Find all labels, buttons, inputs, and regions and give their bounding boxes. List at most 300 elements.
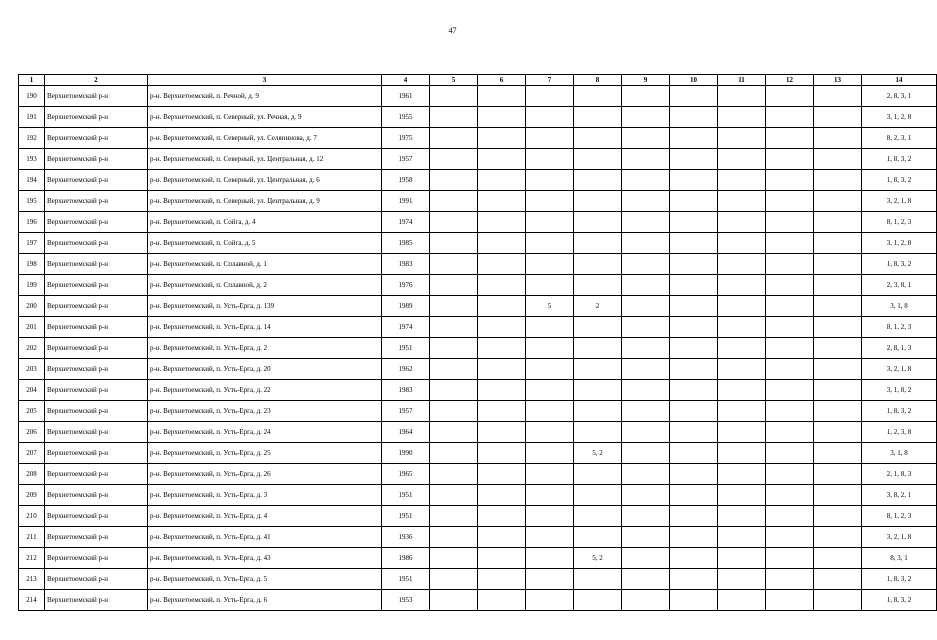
col12-cell bbox=[766, 338, 814, 359]
col6-cell bbox=[478, 338, 526, 359]
col10-cell bbox=[670, 548, 718, 569]
table-body bbox=[19, 86, 937, 611]
col8-cell bbox=[574, 380, 622, 401]
table-row bbox=[19, 317, 937, 338]
col12-cell bbox=[766, 317, 814, 338]
table-row bbox=[19, 338, 937, 359]
col11-cell bbox=[718, 296, 766, 317]
col11-cell bbox=[718, 422, 766, 443]
row-number-cell: 211 bbox=[19, 527, 45, 548]
col6-cell bbox=[478, 296, 526, 317]
col8-cell bbox=[574, 128, 622, 149]
column-header-4: 4 bbox=[382, 75, 430, 86]
col13-cell bbox=[814, 590, 862, 611]
col8-cell: 5, 2 bbox=[574, 548, 622, 569]
col11-cell bbox=[718, 359, 766, 380]
year-cell: 1951 bbox=[382, 506, 430, 527]
code-cell: 1, 8, 3, 2 bbox=[862, 254, 937, 275]
row-number-cell: 210 bbox=[19, 506, 45, 527]
col7-cell bbox=[526, 422, 574, 443]
district-cell: Верхнетоемский р-н bbox=[45, 296, 148, 317]
table-row bbox=[19, 359, 937, 380]
col7-cell bbox=[526, 527, 574, 548]
address-cell: р-н. Верхнетоемский, п. Усть-Ерга, д. 4 bbox=[148, 506, 382, 527]
district-cell: Верхнетоемский р-н bbox=[45, 107, 148, 128]
code-cell: 3, 2, 1, 8 bbox=[862, 191, 937, 212]
address-cell: р-н. Верхнетоемский, п. Усть-Ерга, д. 41 bbox=[148, 527, 382, 548]
table-row bbox=[19, 506, 937, 527]
row-number-cell: 200 bbox=[19, 296, 45, 317]
col13-cell bbox=[814, 443, 862, 464]
year-cell: 1951 bbox=[382, 338, 430, 359]
col10-cell bbox=[670, 317, 718, 338]
col9-cell bbox=[622, 401, 670, 422]
col7-cell bbox=[526, 107, 574, 128]
col11-cell bbox=[718, 128, 766, 149]
code-cell: 3, 1, 2, 8 bbox=[862, 233, 937, 254]
col10-cell bbox=[670, 233, 718, 254]
col7-cell bbox=[526, 548, 574, 569]
col8-cell bbox=[574, 464, 622, 485]
col8-cell bbox=[574, 86, 622, 107]
col5-cell bbox=[430, 464, 478, 485]
col13-cell bbox=[814, 149, 862, 170]
col12-cell bbox=[766, 296, 814, 317]
table-row bbox=[19, 233, 937, 254]
address-cell: р-н. Верхнетоемский, п. Усть-Ерга, д. 43 bbox=[148, 548, 382, 569]
col5-cell bbox=[430, 569, 478, 590]
col12-cell bbox=[766, 233, 814, 254]
row-number-cell: 190 bbox=[19, 86, 45, 107]
address-cell: р-н. Верхнетоемский, п. Усть-Ерга, д. 14 bbox=[148, 317, 382, 338]
col9-cell bbox=[622, 464, 670, 485]
code-cell: 8, 1, 2, 3 bbox=[862, 317, 937, 338]
code-cell: 1, 2, 3, 8 bbox=[862, 422, 937, 443]
address-cell: р-н. Верхнетоемский, п. Северный, ул. Центральная, д. 12 bbox=[148, 149, 382, 170]
year-cell: 1974 bbox=[382, 317, 430, 338]
col10-cell bbox=[670, 212, 718, 233]
code-cell: 1, 8, 3, 2 bbox=[862, 170, 937, 191]
col8-cell bbox=[574, 590, 622, 611]
col7-cell: 5 bbox=[526, 296, 574, 317]
address-cell: р-н. Верхнетоемский, п. Сплавной, д. 2 bbox=[148, 275, 382, 296]
col9-cell bbox=[622, 443, 670, 464]
col12-cell bbox=[766, 86, 814, 107]
col8-cell bbox=[574, 149, 622, 170]
col9-cell bbox=[622, 527, 670, 548]
district-cell: Верхнетоемский р-н bbox=[45, 254, 148, 275]
col10-cell bbox=[670, 170, 718, 191]
col12-cell bbox=[766, 569, 814, 590]
col8-cell bbox=[574, 317, 622, 338]
col7-cell bbox=[526, 191, 574, 212]
col9-cell bbox=[622, 128, 670, 149]
col12-cell bbox=[766, 275, 814, 296]
col7-cell bbox=[526, 569, 574, 590]
district-cell: Верхнетоемский р-н bbox=[45, 212, 148, 233]
col11-cell bbox=[718, 590, 766, 611]
col6-cell bbox=[478, 128, 526, 149]
col12-cell bbox=[766, 380, 814, 401]
col12-cell bbox=[766, 527, 814, 548]
col10-cell bbox=[670, 275, 718, 296]
district-cell: Верхнетоемский р-н bbox=[45, 569, 148, 590]
col9-cell bbox=[622, 275, 670, 296]
page-number: 47 bbox=[448, 26, 457, 35]
table-row bbox=[19, 212, 937, 233]
row-number-cell: 209 bbox=[19, 485, 45, 506]
col7-cell bbox=[526, 233, 574, 254]
col13-cell bbox=[814, 527, 862, 548]
address-cell: р-н. Верхнетоемский, п. Усть-Ерга, д. 3 bbox=[148, 485, 382, 506]
col5-cell bbox=[430, 548, 478, 569]
row-number-cell: 206 bbox=[19, 422, 45, 443]
address-cell: р-н. Верхнетоемский, п. Сойга, д. 4 bbox=[148, 212, 382, 233]
address-cell: р-н. Верхнетоемский, п. Усть-Ерга, д. 6 bbox=[148, 590, 382, 611]
col8-cell bbox=[574, 191, 622, 212]
col11-cell bbox=[718, 338, 766, 359]
address-cell: р-н. Верхнетоемский, п. Усть-Ерга, д. 2 bbox=[148, 338, 382, 359]
table-row bbox=[19, 149, 937, 170]
col7-cell bbox=[526, 485, 574, 506]
address-cell: р-н. Верхнетоемский, п. Речной, д. 9 bbox=[148, 86, 382, 107]
row-number-cell: 198 bbox=[19, 254, 45, 275]
col10-cell bbox=[670, 191, 718, 212]
col8-cell bbox=[574, 233, 622, 254]
column-header-6: 6 bbox=[478, 75, 526, 86]
column-header-7: 7 bbox=[526, 75, 574, 86]
year-cell: 1936 bbox=[382, 527, 430, 548]
year-cell: 1975 bbox=[382, 128, 430, 149]
column-header-5: 5 bbox=[430, 75, 478, 86]
col6-cell bbox=[478, 401, 526, 422]
col7-cell bbox=[526, 254, 574, 275]
col5-cell bbox=[430, 527, 478, 548]
col6-cell bbox=[478, 359, 526, 380]
code-cell: 3, 1, 8, 2 bbox=[862, 380, 937, 401]
col13-cell bbox=[814, 86, 862, 107]
col12-cell bbox=[766, 107, 814, 128]
col6-cell bbox=[478, 149, 526, 170]
col11-cell bbox=[718, 254, 766, 275]
header-row bbox=[19, 75, 937, 86]
row-number-cell: 191 bbox=[19, 107, 45, 128]
col6-cell bbox=[478, 317, 526, 338]
district-cell: Верхнетоемский р-н bbox=[45, 191, 148, 212]
table-row bbox=[19, 422, 937, 443]
table-row bbox=[19, 107, 937, 128]
column-header-1: 1 bbox=[19, 75, 45, 86]
col11-cell bbox=[718, 401, 766, 422]
table-row bbox=[19, 443, 937, 464]
col12-cell bbox=[766, 548, 814, 569]
year-cell: 1965 bbox=[382, 464, 430, 485]
row-number-cell: 202 bbox=[19, 338, 45, 359]
address-cell: р-н. Верхнетоемский, п. Сойга, д. 5 bbox=[148, 233, 382, 254]
address-cell: р-н. Верхнетоемский, п. Усть-Ерга, д. 26 bbox=[148, 464, 382, 485]
col13-cell bbox=[814, 191, 862, 212]
col13-cell bbox=[814, 128, 862, 149]
col9-cell bbox=[622, 485, 670, 506]
col8-cell bbox=[574, 401, 622, 422]
address-cell: р-н. Верхнетоемский, п. Сплавной, д. 1 bbox=[148, 254, 382, 275]
col10-cell bbox=[670, 443, 718, 464]
col13-cell bbox=[814, 317, 862, 338]
col7-cell bbox=[526, 212, 574, 233]
col8-cell: 2 bbox=[574, 296, 622, 317]
col5-cell bbox=[430, 359, 478, 380]
col11-cell bbox=[718, 506, 766, 527]
col6-cell bbox=[478, 443, 526, 464]
col6-cell bbox=[478, 422, 526, 443]
col5-cell bbox=[430, 233, 478, 254]
col7-cell bbox=[526, 380, 574, 401]
col11-cell bbox=[718, 191, 766, 212]
col13-cell bbox=[814, 548, 862, 569]
col9-cell bbox=[622, 548, 670, 569]
col8-cell bbox=[574, 275, 622, 296]
col5-cell bbox=[430, 380, 478, 401]
col12-cell bbox=[766, 170, 814, 191]
col10-cell bbox=[670, 338, 718, 359]
row-number-cell: 207 bbox=[19, 443, 45, 464]
col8-cell bbox=[574, 422, 622, 443]
table-row bbox=[19, 170, 937, 191]
col6-cell bbox=[478, 212, 526, 233]
col6-cell bbox=[478, 548, 526, 569]
table-row bbox=[19, 275, 937, 296]
col8-cell bbox=[574, 359, 622, 380]
table-row bbox=[19, 380, 937, 401]
col5-cell bbox=[430, 191, 478, 212]
table-row bbox=[19, 548, 937, 569]
col7-cell bbox=[526, 443, 574, 464]
code-cell: 2, 8, 3, 1 bbox=[862, 86, 937, 107]
col10-cell bbox=[670, 380, 718, 401]
col10-cell bbox=[670, 422, 718, 443]
year-cell: 1983 bbox=[382, 380, 430, 401]
col11-cell bbox=[718, 275, 766, 296]
col8-cell bbox=[574, 338, 622, 359]
col11-cell bbox=[718, 464, 766, 485]
col9-cell bbox=[622, 506, 670, 527]
district-cell: Верхнетоемский р-н bbox=[45, 443, 148, 464]
year-cell: 1955 bbox=[382, 107, 430, 128]
col13-cell bbox=[814, 107, 862, 128]
year-cell: 1991 bbox=[382, 191, 430, 212]
col11-cell bbox=[718, 317, 766, 338]
district-cell: Верхнетоемский р-н bbox=[45, 149, 148, 170]
col7-cell bbox=[526, 275, 574, 296]
table-row bbox=[19, 464, 937, 485]
col13-cell bbox=[814, 275, 862, 296]
year-cell: 1957 bbox=[382, 401, 430, 422]
district-cell: Верхнетоемский р-н bbox=[45, 86, 148, 107]
year-cell: 1983 bbox=[382, 254, 430, 275]
col10-cell bbox=[670, 359, 718, 380]
column-header-10: 10 bbox=[670, 75, 718, 86]
table-row bbox=[19, 86, 937, 107]
col8-cell bbox=[574, 254, 622, 275]
col12-cell bbox=[766, 422, 814, 443]
col9-cell bbox=[622, 590, 670, 611]
data-table bbox=[18, 74, 937, 611]
col6-cell bbox=[478, 191, 526, 212]
col6-cell bbox=[478, 380, 526, 401]
column-header-13: 13 bbox=[814, 75, 862, 86]
table-row bbox=[19, 590, 937, 611]
district-cell: Верхнетоемский р-н bbox=[45, 380, 148, 401]
col6-cell bbox=[478, 506, 526, 527]
row-number-cell: 204 bbox=[19, 380, 45, 401]
row-number-cell: 196 bbox=[19, 212, 45, 233]
col10-cell bbox=[670, 86, 718, 107]
column-header-3: 3 bbox=[148, 75, 382, 86]
col13-cell bbox=[814, 506, 862, 527]
col5-cell bbox=[430, 254, 478, 275]
col13-cell bbox=[814, 338, 862, 359]
col11-cell bbox=[718, 380, 766, 401]
col9-cell bbox=[622, 296, 670, 317]
col12-cell bbox=[766, 254, 814, 275]
col9-cell bbox=[622, 380, 670, 401]
col6-cell bbox=[478, 86, 526, 107]
col5-cell bbox=[430, 317, 478, 338]
col9-cell bbox=[622, 422, 670, 443]
col9-cell bbox=[622, 254, 670, 275]
col13-cell bbox=[814, 233, 862, 254]
row-number-cell: 201 bbox=[19, 317, 45, 338]
col11-cell bbox=[718, 485, 766, 506]
col6-cell bbox=[478, 569, 526, 590]
col13-cell bbox=[814, 296, 862, 317]
code-cell: 1, 8, 3, 2 bbox=[862, 569, 937, 590]
col13-cell bbox=[814, 464, 862, 485]
col10-cell bbox=[670, 506, 718, 527]
column-header-14: 14 bbox=[862, 75, 937, 86]
col10-cell bbox=[670, 128, 718, 149]
row-number-cell: 194 bbox=[19, 170, 45, 191]
col12-cell bbox=[766, 443, 814, 464]
col9-cell bbox=[622, 191, 670, 212]
col12-cell bbox=[766, 506, 814, 527]
col11-cell bbox=[718, 233, 766, 254]
code-cell: 3, 2, 1, 8 bbox=[862, 527, 937, 548]
col10-cell bbox=[670, 107, 718, 128]
col12-cell bbox=[766, 464, 814, 485]
col11-cell bbox=[718, 149, 766, 170]
address-cell: р-н. Верхнетоемский, п. Усть-Ерга, д. 25 bbox=[148, 443, 382, 464]
col9-cell bbox=[622, 86, 670, 107]
col6-cell bbox=[478, 527, 526, 548]
col9-cell bbox=[622, 338, 670, 359]
code-cell: 2, 8, 1, 3 bbox=[862, 338, 937, 359]
col7-cell bbox=[526, 149, 574, 170]
district-cell: Верхнетоемский р-н bbox=[45, 401, 148, 422]
col13-cell bbox=[814, 359, 862, 380]
col12-cell bbox=[766, 590, 814, 611]
col8-cell bbox=[574, 527, 622, 548]
col7-cell bbox=[526, 506, 574, 527]
year-cell: 1974 bbox=[382, 212, 430, 233]
address-cell: р-н. Верхнетоемский, п. Северный, ул. Центральная, д. 6 bbox=[148, 170, 382, 191]
col7-cell bbox=[526, 359, 574, 380]
district-cell: Верхнетоемский р-н bbox=[45, 527, 148, 548]
col9-cell bbox=[622, 233, 670, 254]
code-cell: 3, 8, 2, 1 bbox=[862, 485, 937, 506]
year-cell: 1964 bbox=[382, 422, 430, 443]
col12-cell bbox=[766, 149, 814, 170]
col5-cell bbox=[430, 275, 478, 296]
col6-cell bbox=[478, 485, 526, 506]
col10-cell bbox=[670, 149, 718, 170]
col7-cell bbox=[526, 590, 574, 611]
table-header bbox=[19, 75, 937, 86]
col6-cell bbox=[478, 464, 526, 485]
col6-cell bbox=[478, 275, 526, 296]
col7-cell bbox=[526, 401, 574, 422]
col9-cell bbox=[622, 317, 670, 338]
code-cell: 8, 1, 2, 3 bbox=[862, 212, 937, 233]
address-cell: р-н. Верхнетоемский, п. Северный, ул. Центральная, д. 9 bbox=[148, 191, 382, 212]
code-cell: 3, 1, 8 bbox=[862, 443, 937, 464]
col11-cell bbox=[718, 527, 766, 548]
address-cell: р-н. Верхнетоемский, п. Усть-Ерга, д. 5 bbox=[148, 569, 382, 590]
district-cell: Верхнетоемский р-н bbox=[45, 338, 148, 359]
table-row bbox=[19, 254, 937, 275]
code-cell: 2, 3, 8, 1 bbox=[862, 275, 937, 296]
district-cell: Верхнетоемский р-н bbox=[45, 128, 148, 149]
col8-cell: 5, 2 bbox=[574, 443, 622, 464]
col8-cell bbox=[574, 212, 622, 233]
col5-cell bbox=[430, 212, 478, 233]
table-row bbox=[19, 191, 937, 212]
col5-cell bbox=[430, 590, 478, 611]
district-cell: Верхнетоемский р-н bbox=[45, 170, 148, 191]
col13-cell bbox=[814, 254, 862, 275]
col13-cell bbox=[814, 422, 862, 443]
col10-cell bbox=[670, 569, 718, 590]
col10-cell bbox=[670, 254, 718, 275]
col10-cell bbox=[670, 296, 718, 317]
col5-cell bbox=[430, 86, 478, 107]
year-cell: 1961 bbox=[382, 86, 430, 107]
district-cell: Верхнетоемский р-н bbox=[45, 464, 148, 485]
col9-cell bbox=[622, 149, 670, 170]
col5-cell bbox=[430, 170, 478, 191]
table-row bbox=[19, 128, 937, 149]
row-number-cell: 208 bbox=[19, 464, 45, 485]
year-cell: 1957 bbox=[382, 149, 430, 170]
code-cell: 1, 8, 3, 2 bbox=[862, 149, 937, 170]
row-number-cell: 199 bbox=[19, 275, 45, 296]
table-row bbox=[19, 296, 937, 317]
address-cell: р-н. Верхнетоемский, п. Усть-Ерга, д. 22 bbox=[148, 380, 382, 401]
col13-cell bbox=[814, 170, 862, 191]
col10-cell bbox=[670, 590, 718, 611]
col10-cell bbox=[670, 527, 718, 548]
row-number-cell: 195 bbox=[19, 191, 45, 212]
col5-cell bbox=[430, 338, 478, 359]
col12-cell bbox=[766, 128, 814, 149]
col11-cell bbox=[718, 212, 766, 233]
year-cell: 1990 bbox=[382, 443, 430, 464]
col8-cell bbox=[574, 107, 622, 128]
col7-cell bbox=[526, 86, 574, 107]
col12-cell bbox=[766, 212, 814, 233]
col7-cell bbox=[526, 464, 574, 485]
code-cell: 8, 2, 3, 1 bbox=[862, 128, 937, 149]
